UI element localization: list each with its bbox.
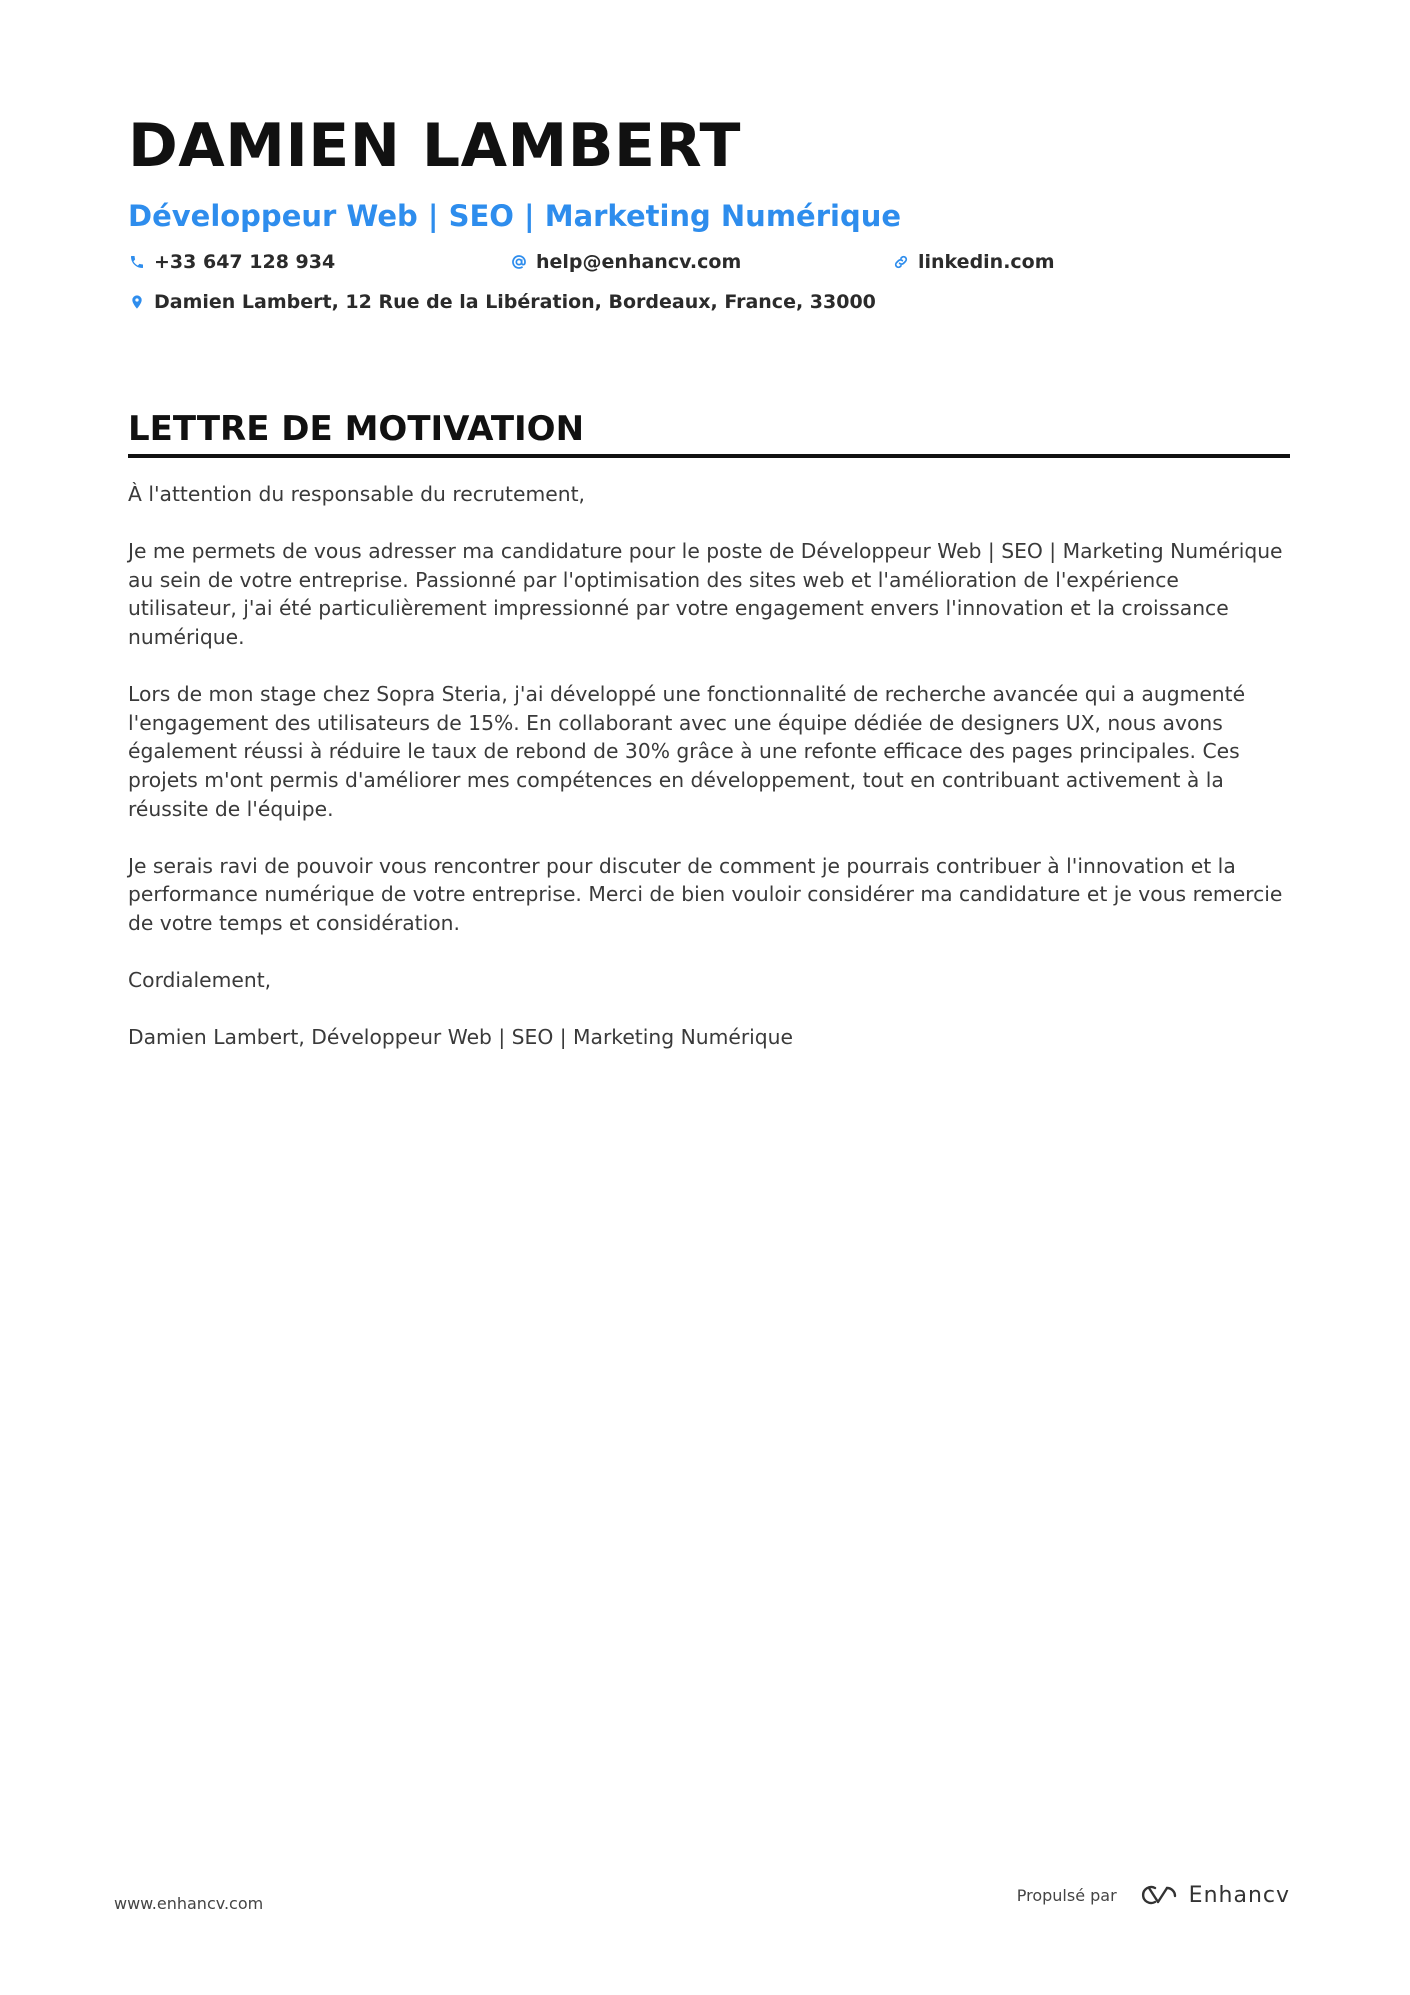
letter-paragraph: Je me permets de vous adresser ma candidature pour le poste de Développeur Web | SEO | Marketing Numérique au sein de votre entreprise. Passionné par l'optimisation des sites web et l'amélioration de l'expérience utilisateur, j'ai été particulièrement impressionné par votre engagement envers l'innovation et la croissance numérique. (128, 539, 1283, 649)
applicant-name: DAMIEN LAMBERT (128, 111, 741, 181)
enhancv-logo[interactable] (1135, 1882, 1290, 1908)
applicant-title: Développeur Web | SEO | Marketing Numérique (128, 199, 902, 233)
contact-info (128, 248, 1290, 316)
cover-letter-page (128, 110, 1290, 1080)
footer-website[interactable]: www.enhancv.com (114, 1894, 264, 1913)
postal-address: Damien Lambert, 12 Rue de la Libération, Bordeaux, France, 33000 (154, 291, 876, 313)
enhancv-logo-icon (1135, 1882, 1181, 1908)
contact-linkedin (892, 248, 1274, 276)
contact-address (128, 288, 1274, 316)
at-icon (510, 253, 528, 271)
email-address[interactable]: help@enhancv.com (536, 251, 742, 273)
powered-by-label: Propulsé par (1016, 1885, 1117, 1905)
contact-phone (128, 248, 510, 276)
letter-paragraph: Je serais ravi de pouvoir vous rencontrer pour discuter de comment je pourrais contribuer à l'innovation et la performance numérique de votre entreprise. Merci de bien vouloir considérer ma candidature et je vous remercie de votre temps et considération. (128, 853, 1283, 935)
footer-branding (1017, 1882, 1290, 1908)
linkedin-link[interactable]: linkedin.com (918, 251, 1055, 273)
letter-salutation: À l'attention du responsable du recrutement, (128, 482, 585, 506)
contact-email (510, 248, 892, 276)
brand-name: Enhancv (1188, 1882, 1290, 1908)
phone-icon (128, 253, 146, 271)
letter-signature: Damien Lambert, Développeur Web | SEO | Marketing Numérique (128, 1025, 794, 1050)
phone-number: +33 647 128 934 (154, 251, 336, 273)
location-pin-icon (128, 293, 146, 311)
letter-body (128, 480, 1290, 1052)
section-title: LETTRE DE MOTIVATION (128, 408, 1290, 458)
letter-paragraph: Lors de mon stage chez Sopra Steria, j'ai développé une fonctionnalité de recherche avancée qui a augmenté l'engagement des utilisateurs de 15%. En collaborant avec une équipe dédiée de designers UX, nous avons également réussi à réduire le taux de rebond de 30% grâce à une refonte efficace des pages principales. Ces projets m'ont permis d'améliorer mes compétences en développement, tout en contribuant activement à la réussite de l'équipe. (128, 682, 1246, 821)
link-icon (892, 253, 910, 271)
letter-closing: Cordialement, (128, 968, 272, 993)
